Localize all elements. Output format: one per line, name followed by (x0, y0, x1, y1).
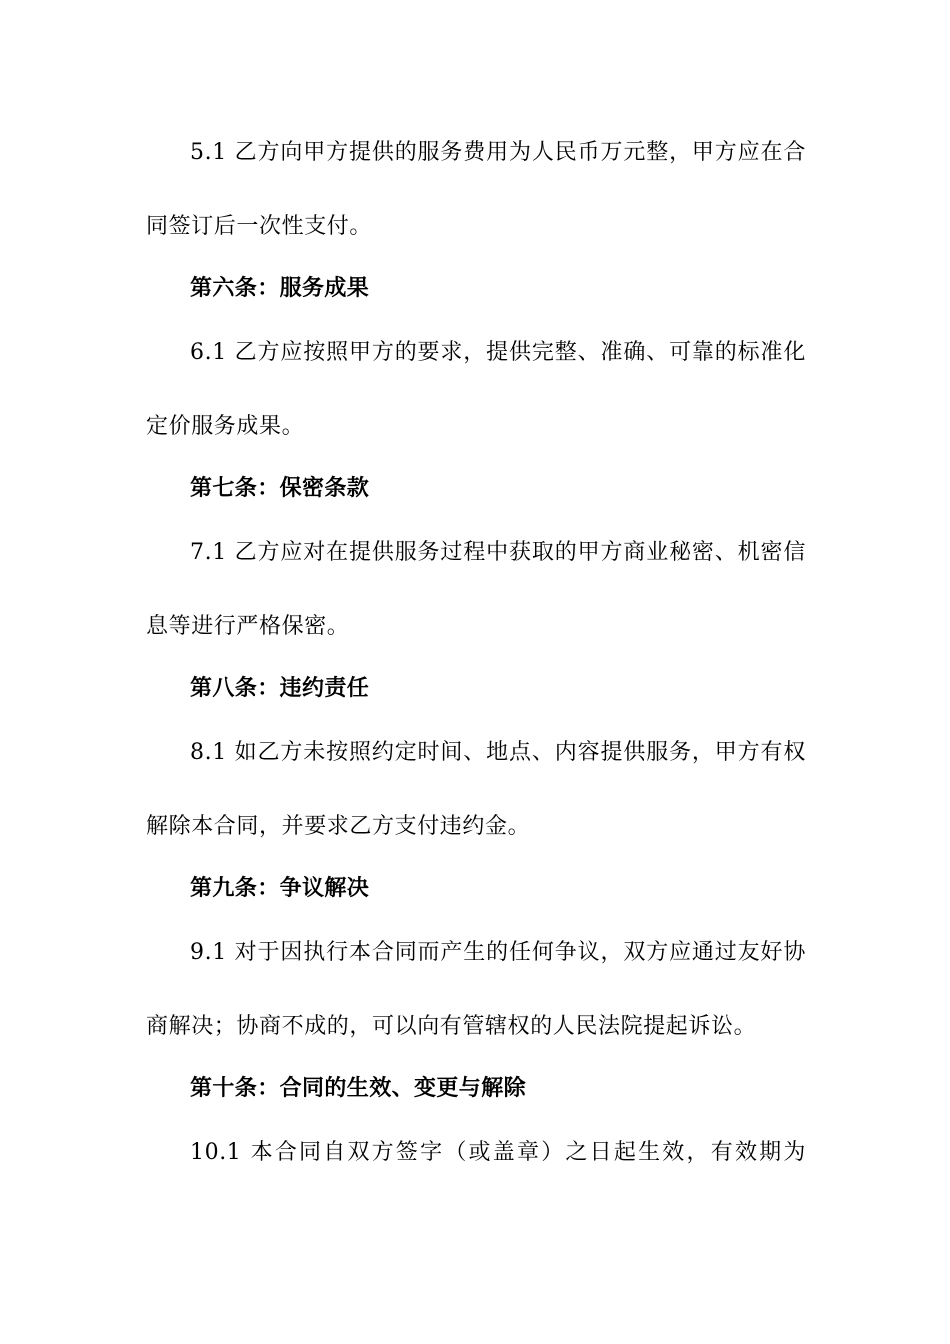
article-10-heading: 第十条：合同的生效、变更与解除 (190, 1076, 527, 1101)
clause-10-1-line-1: 10.1 本合同自双方签字（或盖章）之日起生效，有效期为 (190, 1140, 806, 1165)
article-7-heading: 第七条：保密条款 (190, 476, 370, 501)
clause-6-1-line-2: 定价服务成果。 (146, 414, 305, 439)
clause-8-1-line-2: 解除本合同，并要求乙方支付违约金。 (146, 814, 531, 839)
clause-7-1-line-2: 息等进行严格保密。 (146, 614, 350, 639)
clause-6-1-line-1: 6.1 乙方应按照甲方的要求，提供完整、准确、可靠的标准化 (190, 340, 806, 365)
clause-5-1-line-1: 5.1 乙方向甲方提供的服务费用为人民币万元整，甲方应在合 (190, 140, 806, 165)
clause-7-1-line-1: 7.1 乙方应对在提供服务过程中获取的甲方商业秘密、机密信 (190, 540, 806, 565)
article-9-heading: 第九条：争议解决 (190, 876, 370, 901)
clause-8-1-line-1: 8.1 如乙方未按照约定时间、地点、内容提供服务，甲方有权 (190, 740, 806, 765)
clause-5-1-line-2: 同签订后一次性支付。 (146, 214, 373, 239)
article-6-heading: 第六条：服务成果 (190, 276, 370, 301)
clause-9-1-line-2: 商解决；协商不成的，可以向有管辖权的人民法院提起诉讼。 (146, 1014, 757, 1039)
article-8-heading: 第八条：违约责任 (190, 676, 370, 701)
clause-9-1-line-1: 9.1 对于因执行本合同而产生的任何争议，双方应通过友好协 (190, 940, 806, 965)
